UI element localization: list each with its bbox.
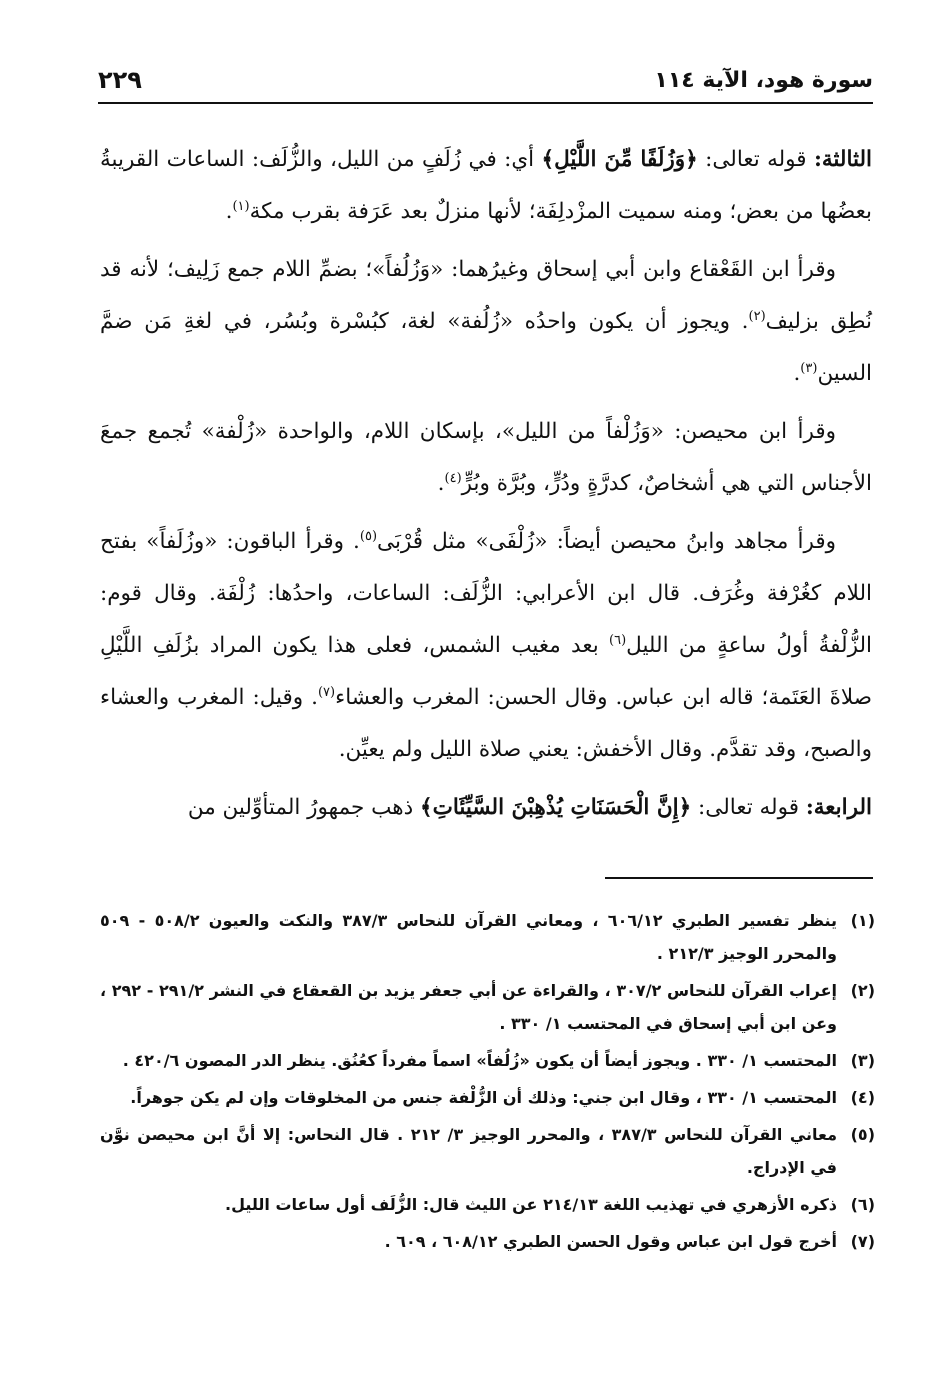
footnote-number: (٣) [850,1051,875,1070]
text-run: بعد مغيب الشمس، فعلى هذا يكون المراد بزُلَفِ اللَّيْلِ صلاةَ العَتَمة؛ قاله ابن عباس. وقال الحسن: المغرب والعشاء [100,633,873,710]
paragraph-third-issue [100,134,872,238]
header-divider [98,102,873,104]
footnote-text: ينظر تفسير الطبري ٦٠٦/١٢ ، ومعاني القرآن للنحاس ٣٨٧/٣ والنكت والعيون ٥٠٨/٢ - ٥٠٩ والمحرر الوجيز ٢١٢/٣ . [100,911,838,963]
quran-verse: ﴿إِنَّ الْحَسَنَاتِ يُذْهِبْنَ السَّيِّئَاتِ﴾ [420,795,692,820]
footnote-number: (٦) [850,1195,875,1214]
text-run: . [437,471,445,496]
paragraph-reading-mujahid [100,516,872,776]
page-number: ٢٢٩ [98,66,142,94]
paragraph-reading-muhaysin [100,406,872,510]
paragraph-reading-qaqaa [100,244,872,400]
footnote-marker: (٥) [359,528,378,544]
footnote-number: (١) [850,911,875,930]
text-run: وقرأ ابن محيصن: «وَزُلْفاً من الليل»، بإسكان اللام، والواحدة «زُلْفة» تُجمع جمعَ الأجناس التي هي أشخاصٌ، كدرَّةٍ ودُرٍّ، وبُرَّة وبُرٍّ [100,419,872,496]
footnote-marker: (٤) [444,470,462,486]
footnote-marker: (٧) [317,684,336,700]
text-run: . وقيل: المغرب والعشاء والصبح، وقد تقدَّم. وقال الأخفش: يعني صلاة الليل ولم يعيِّن. [100,685,872,762]
text-run: قوله تعالى: [697,147,814,172]
footnote-item [100,1081,875,1114]
footnote-item [100,1188,875,1221]
text-run: وقرأ مجاهد وابنُ محيصن أيضاً: «زُلْفَى» مثل قُرْبَى [377,529,836,554]
text-run: . وقرأ الباقون: «وزُلَفاً» بفتح اللام كغُرْفة وغُرَف. قال ابن الأعرابي: الزُّلَف: الساعات، واحدُها: زُلْفَة. وقال قوم: الزُّلْفةُ أولُ ساعةٍ من الليل [100,529,872,658]
footnote-marker: (١) [232,198,250,214]
footnote-separator [605,877,873,879]
footnote-item [100,904,875,970]
page-header [98,62,873,102]
paragraph-fourth-issue [100,782,872,834]
footnote-marker: (٣) [800,360,818,376]
running-header-title: سورة هود، الآية ١١٤ [654,68,873,93]
text-run: ذهب جمهورُ المتأوِّلين من [187,795,420,820]
footnote-item [100,1225,875,1258]
footnote-item [100,974,875,1040]
text-run: . [225,199,233,224]
section-lead: الرابعة: [805,795,872,820]
footnote-text: ذكره الأزهري في تهذيب اللغة ٢١٤/١٣ عن الليث قال: الزُّلَف أول ساعات الليل. [224,1195,837,1214]
text-run: . [793,361,801,386]
main-text [100,134,872,840]
footnote-number: (٥) [850,1125,875,1144]
text-run: قوله تعالى: [691,795,806,820]
text-run: . ويجوز أن يكون واحدُه «زُلُفة» لغة، كبُسْرة وبُسُر، في لغةِ مَن ضمَّ السين [100,309,872,386]
footnote-item [100,1118,875,1184]
footnote-text: إعراب القرآن للنحاس ٣٠٧/٢ ، والقراءة عن أبي جعفر يزيد بن القعقاع في النشر ٢٩١/٢ - ٢٩٢ ، وعن ابن أبي إسحاق في المحتسب ١/ ٣٣٠ . [100,981,838,1033]
section-lead: الثالثة: [813,147,873,172]
text-run: أي: في زُلَفٍ من الليل، والزُّلَف: الساعات القريبةُ بعضُها من بعض؛ ومنه سميت المزْدلِفَة؛ لأنها منزلٌ بعد عَرَفة بقرب مكة [100,147,872,224]
footnote-number: (٤) [850,1088,875,1107]
footnotes [100,904,875,1262]
footnote-number: (٢) [850,981,875,1000]
quran-verse: ﴿وَزُلَفًا مِّنَ اللَّيْلِ﴾ [541,147,698,172]
footnote-number: (٧) [850,1232,875,1251]
footnote-text: المحتسب ١/ ٣٣٠ ، وقال ابن جني: وذلك أن الزُّلْفة جنس من المخلوقات وإن لم يكن جوهراً. [130,1088,837,1107]
footnote-text: أخرج قول ابن عباس وقول الحسن الطبري ٦٠٨/١٢ ، ٦٠٩ . [384,1232,837,1251]
footnote-text: معاني القرآن للنحاس ٣٨٧/٣ ، والمحرر الوجيز ٣/ ٢١٢ . قال النحاس: إلا أنَّ ابن محيصن نوَّن في الإدراج. [100,1125,837,1177]
footnote-marker: (٢) [748,308,766,324]
footnote-item [100,1044,875,1077]
footnote-text: المحتسب ١/ ٣٣٠ . ويجوز أيضاً أن يكون «زُلُفاً» اسماً مفرداً كعُنُق. ينظر الدر المصون ٤٢٠/٦ . [122,1051,837,1070]
text-run: وقرأ ابن القَعْقاع وابن أبي إسحاق وغيرُهما: «وَزُلُفاً»؛ بضمِّ اللام جمع زَلِيف؛ لأنه قد نُطِق بزليف [100,257,872,334]
footnote-marker: (٦) [609,632,627,648]
